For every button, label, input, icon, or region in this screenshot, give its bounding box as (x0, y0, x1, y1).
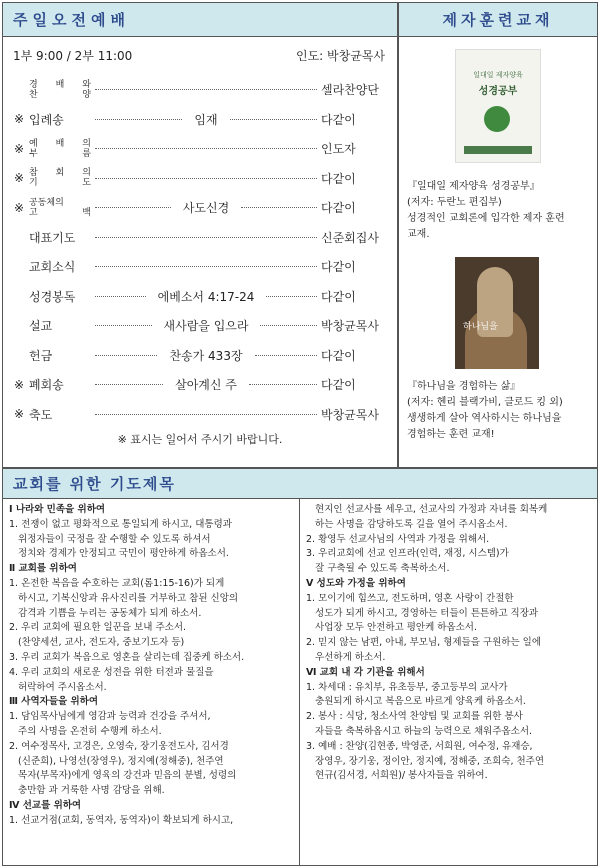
order-item-content: 사도신경 (182, 201, 230, 216)
order-item-name: 예 배 의 부 름 (29, 138, 91, 159)
order-row (9, 75, 387, 105)
prayer-line: 위정자들이 국정을 잘 수행할 수 있도록 하셔서 (9, 533, 211, 545)
order-item-person: 다같이 (321, 201, 356, 216)
order-item-content: 새사람을 입으라 (163, 319, 249, 334)
prayer-section-heading: Ⅴ 성도와 가정을 위하여 (306, 577, 406, 589)
prayer-line: 목자(부목자)에게 영육의 강건과 믿음의 분별, 성령의 (9, 770, 237, 782)
order-row (9, 400, 387, 430)
prayer-line: 하시고, 기복신앙과 유사진리를 거부하고 참된 신앙의 (9, 592, 239, 604)
book-1-line: 『일대일 제자양육 성경공부』 (407, 181, 540, 192)
stand-marker: ※ (13, 171, 25, 186)
prayer-section-heading: Ⅰ 나라와 민족을 위하여 (9, 504, 106, 515)
order-row (9, 193, 387, 223)
prayer-line: 2. 우리 교회에 필요한 일꾼을 보내 주소서. (9, 622, 187, 634)
prayer-line: 주의 사명을 온전히 수행케 하소서. (9, 725, 162, 737)
prayer-column-left (3, 499, 300, 865)
prayer-line: 현규(김서경, 서희원)/ 봉사자들을 위하여. (306, 770, 488, 782)
book-cover-2 (455, 257, 539, 369)
cover1-title: 성경공부 (478, 86, 518, 97)
book-2-line: (저자: 헨리 블랙가비, 클로드 킹 외) (407, 397, 563, 408)
order-item-name: 입례송 (29, 112, 64, 127)
order-row (9, 105, 387, 135)
prayer-line: 1. 전쟁이 없고 평화적으로 통일되게 하시고, 대통령과 (9, 518, 232, 530)
book-cover-1 (455, 49, 541, 163)
stand-marker: ※ (13, 377, 25, 392)
prayer-line: 허락하여 주시옵소서. (9, 681, 107, 693)
prayer-line: 장영우, 장기웅, 정이안, 정지예, 정해중, 조희숙, 천주연 (306, 755, 545, 767)
order-item-name: 공동체의 고 백 (29, 197, 91, 218)
standing-note: ※ 표시는 일어서 주시기 바랍니다. (117, 433, 283, 446)
prayer-line: 현지인 선교사를 세우고, 선교사의 가정과 자녀를 회복케 (306, 504, 548, 515)
prayer-line: 자들을 축복하옵시고 하늘의 능력으로 채워주옵소서. (306, 725, 533, 737)
prayer-line: 하는 사명을 감당하도록 길을 열어 주시옵소서. (306, 518, 508, 530)
order-row (9, 370, 387, 400)
order-row (9, 134, 387, 164)
stand-marker: ※ (13, 141, 25, 156)
book-1-line: 성경적인 교회론에 입각한 제자 훈련 (407, 213, 565, 224)
prayer-line: 충원되게 하시고 복음으로 바르게 양육케 하옵소서. (306, 696, 526, 708)
ornament-icon (484, 106, 510, 132)
order-item-name: 헌금 (29, 348, 53, 363)
prayer-line: 우선하게 하소서. (306, 651, 386, 663)
prayer-line: 1. 모이기에 힘쓰고, 전도하며, 영혼 사랑이 간절한 (306, 592, 514, 604)
order-item-name: 교회소식 (29, 260, 76, 275)
order-row (9, 341, 387, 371)
order-item-person: 다같이 (321, 171, 356, 186)
prayer-line: 정치와 경제가 안정되고 국민이 평안하게 하옵소서. (9, 548, 229, 560)
prayer-column-right (300, 499, 597, 865)
order-item-person: 셀라찬양단 (321, 83, 379, 98)
stand-marker: ※ (13, 112, 25, 127)
order-list (9, 75, 387, 429)
order-item-person: 다같이 (321, 378, 356, 393)
book-2-line: 생생하게 살아 역사하시는 하나님을 (407, 413, 562, 424)
prayer-line: 감격과 기쁨을 누리는 공동체가 되게 하소서. (9, 607, 202, 619)
prayer-line: 1. 차세대 : 유치부, 유초등부, 중고등부의 교사가 (306, 681, 508, 693)
order-item-person: 다같이 (321, 289, 356, 304)
prayer-line: 잘 구축될 수 있도록 축복하소서. (306, 563, 450, 575)
order-item-person: 인도자 (321, 142, 356, 157)
order-item-person: 박창균목사 (321, 319, 379, 334)
stand-marker: ※ (13, 407, 25, 422)
book-2-line: 『하나님을 경험하는 삶』 (407, 381, 521, 392)
book-2-description (407, 379, 591, 443)
prayer-line: 성도가 되게 하시고, 경영하는 터들이 튼튼하고 직장과 (306, 607, 539, 619)
prayer-line: 2. 봉사 : 식당, 청소사역 찬양팀 및 교회를 위한 봉사 (306, 711, 523, 723)
prayer-line: 1. 선교거점(교회, 동역자, 동역자)이 확보되게 하시고, (9, 814, 234, 826)
prayer-section-heading: Ⅲ 사역자들을 위하여 (9, 696, 99, 708)
book-1-description (407, 179, 591, 243)
prayer-line: 3. 우리교회에 선교 인프라(인력, 재정, 시스템)가 (306, 548, 509, 560)
prayer-section-heading: Ⅱ 교회를 위하여 (9, 563, 77, 575)
order-item-name: 대표기도 (29, 230, 76, 245)
order-item-person: 신준회집사 (321, 230, 379, 245)
worship-order-panel (2, 2, 398, 468)
service-info (13, 47, 385, 64)
order-item-content: 찬송가 433장 (169, 348, 243, 363)
prayer-section-heading: Ⅳ 선교를 위하여 (9, 799, 82, 811)
prayer-line: 사업장 모두 안전하고 평안케 하옵소서. (306, 622, 477, 634)
prayer-line: 충만함 과 거룩한 사명 감당을 위해. (9, 785, 165, 797)
order-row (9, 223, 387, 253)
book-1-line: 교재. (407, 229, 430, 240)
order-item-person: 다같이 (321, 260, 356, 275)
order-item-name: 성경봉독 (29, 289, 76, 304)
prayer-line: (찬양세션, 교사, 전도자, 중보기도자 등) (9, 637, 185, 649)
order-item-name: 참 회 의 기 도 (29, 168, 91, 189)
order-row (9, 282, 387, 312)
prayer-line: 4. 우리 교회의 새로운 성전을 위한 터전과 물질을 (9, 666, 214, 678)
prayer-line: 2. 믿지 않는 남편, 아내, 부모님, 형제들을 구원하는 일에 (306, 637, 541, 649)
order-row (9, 311, 387, 341)
order-item-name: 폐회송 (29, 378, 64, 393)
service-times: 1부 9:00 / 2부 11:00 (13, 49, 133, 63)
cover1-band (464, 146, 532, 154)
book-1-line: (저자: 두란노 편집부) (407, 197, 502, 208)
cover2-title: 하나님을 (463, 322, 498, 332)
worship-title: 주일오전예배 (3, 3, 397, 37)
prayer-line: 2. 황영두 선교사님의 사역과 가정을 위해서. (306, 533, 490, 545)
order-item-content: 임재 (194, 112, 218, 127)
order-item-person: 박창균목사 (321, 407, 379, 422)
cover1-subtitle: 일대일 제자양육 (473, 71, 523, 79)
order-item-content: 살아계신 주 (175, 378, 237, 393)
prayer-section-heading: Ⅵ 교회 내 각 기관을 위해서 (306, 666, 425, 678)
order-item-person: 다같이 (321, 112, 356, 127)
prayer-panel (2, 468, 598, 866)
service-leader: 인도: 박창균목사 (295, 49, 385, 63)
order-item-name: 축도 (29, 407, 53, 422)
order-item-content: 에베소서 4:17-24 (157, 289, 255, 304)
books-panel (398, 2, 598, 468)
prayer-line: (신준희), 나영선(장영우), 정지예(정해중), 천주연 (9, 755, 224, 767)
prayer-title: 교회를 위한 기도제목 (3, 469, 597, 499)
order-row (9, 252, 387, 282)
stand-marker: ※ (13, 200, 25, 215)
prayer-line: 1. 담임목사님에게 영감과 능력과 건강을 주셔서, (9, 711, 211, 723)
prayer-line: 3. 예배 : 찬양(김현종, 박영준, 서희원, 여수정, 유재승, (306, 740, 533, 752)
order-item-person: 다같이 (321, 348, 356, 363)
order-row (9, 164, 387, 194)
prayer-line: 2. 여수정목사, 고경은, 오영숙, 장기웅전도사, 김서경 (9, 740, 229, 752)
order-item-name: 설교 (29, 319, 53, 334)
order-item-name: 경 배 와 찬 양 (29, 79, 91, 100)
books-title: 제자훈련교재 (399, 3, 597, 37)
prayer-line: 1. 온전한 복음을 수호하는 교회(롬1:15-16)가 되게 (9, 577, 225, 589)
book-2-line: 경험하는 훈련 교재! (407, 429, 495, 440)
prayer-line: 3. 우리 교회가 복음으로 영혼을 살리는데 집중케 하소서. (9, 651, 245, 663)
